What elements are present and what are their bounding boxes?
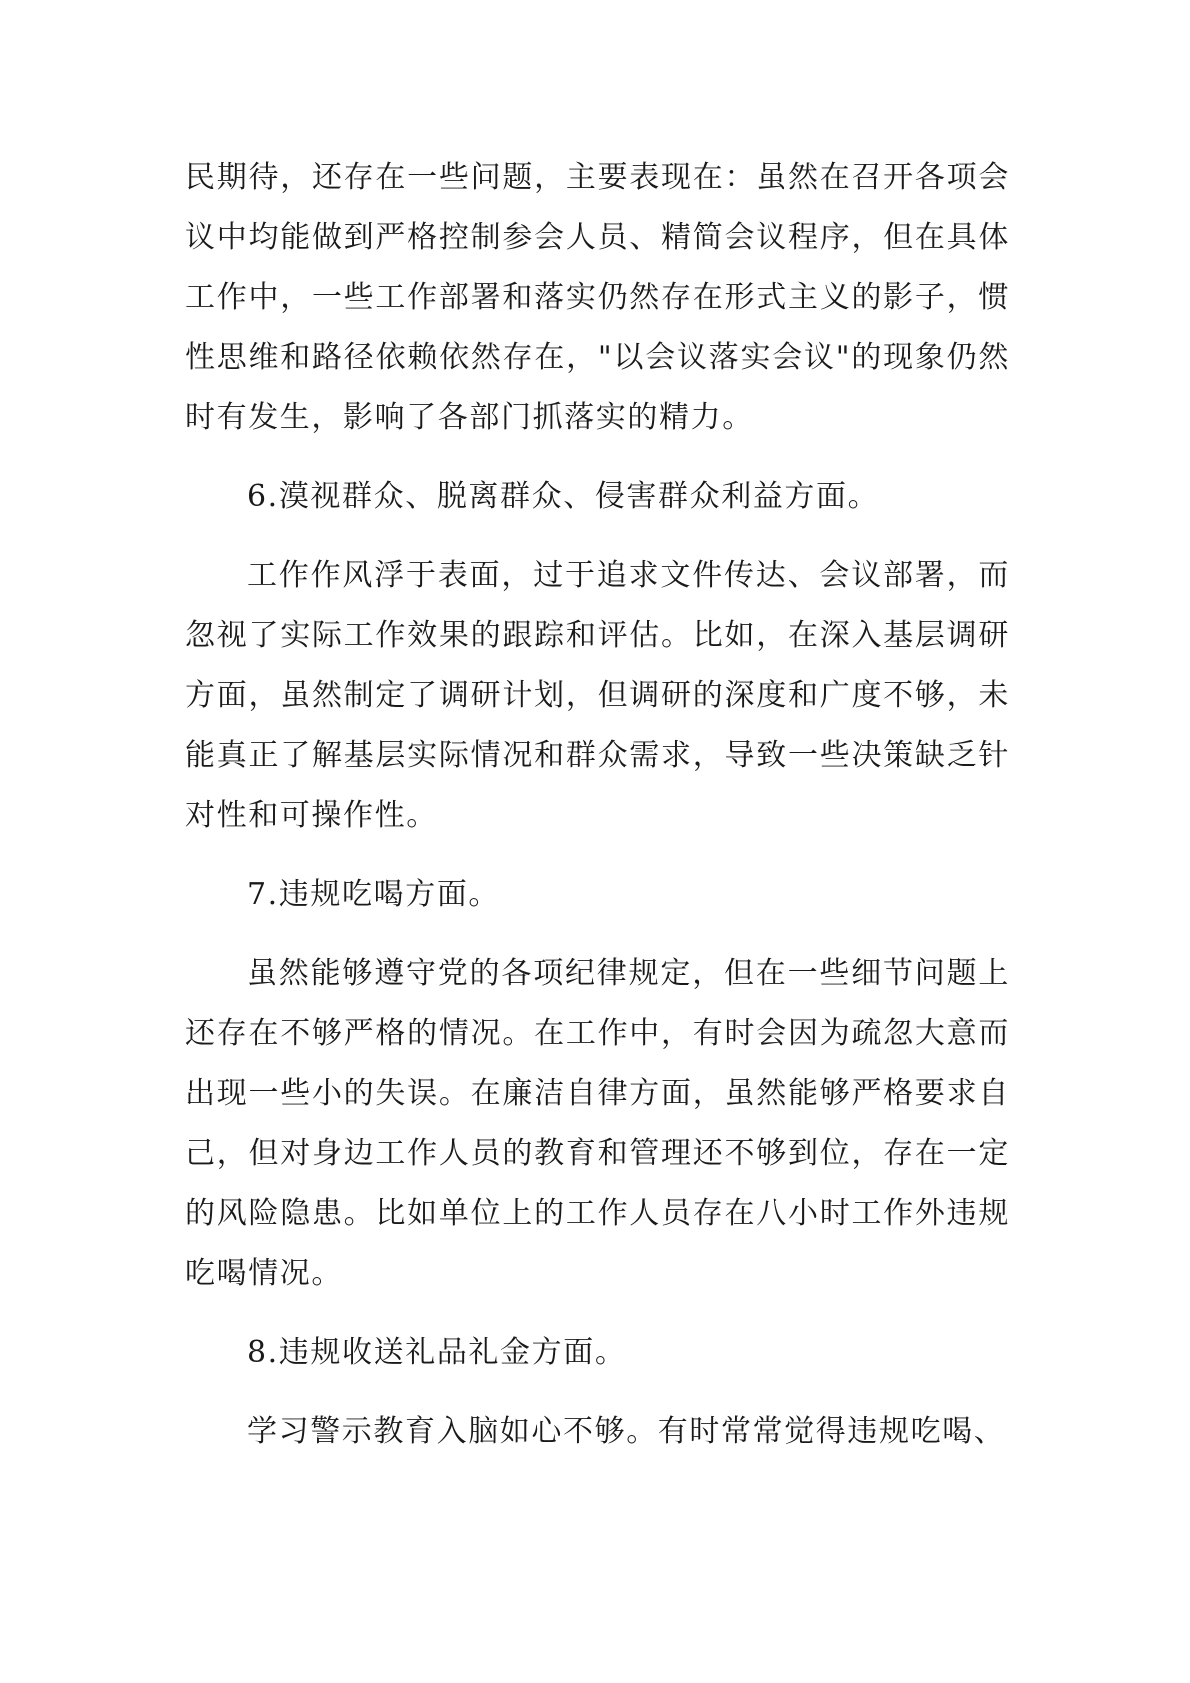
paragraph-continuation: 民期待，还存在一些问题，主要表现在：虽然在召开各项会议中均能做到严格控制参会人员、精简会议程序，但在具体工作中，一些工作部署和落实仍然存在形式主义的影子，惯性思维和路径依赖依然存在，"以会议落实会议"的现象仍然时有发生，影响了各部门抓落实的精力。 <box>185 160 1010 435</box>
section-heading-6: 6.漠视群众、脱离群众、侵害群众利益方面。 <box>247 479 880 514</box>
section-heading-8: 8.违规收送礼品礼金方面。 <box>247 1335 627 1370</box>
paragraph-section-8: 学习警示教育入脑如心不够。有时常常觉得违规吃喝、 <box>247 1414 1006 1449</box>
paragraph-section-7: 虽然能够遵守党的各项纪律规定，但在一些细节问题上还存在不够严格的情况。在工作中，有时会因为疏忽大意而出现一些小的失误。在廉洁自律方面，虽然能够严格要求自己，但对身边工作人员的教育和管理还不够到位，存在一定的风险隐患。比如单位上的工作人员存在八小时工作外违规吃喝情况。 <box>185 956 1010 1291</box>
section-heading-7: 7.违规吃喝方面。 <box>247 877 501 912</box>
paragraph-section-6: 工作作风浮于表面，过于追求文件传达、会议部署，而忽视了实际工作效果的跟踪和评估。比如，在深入基层调研方面，虽然制定了调研计划，但调研的深度和广度不够，未能真正了解基层实际情况和群众需求，导致一些决策缺乏针对性和可操作性。 <box>185 558 1010 833</box>
document-body <box>185 148 1010 1481</box>
